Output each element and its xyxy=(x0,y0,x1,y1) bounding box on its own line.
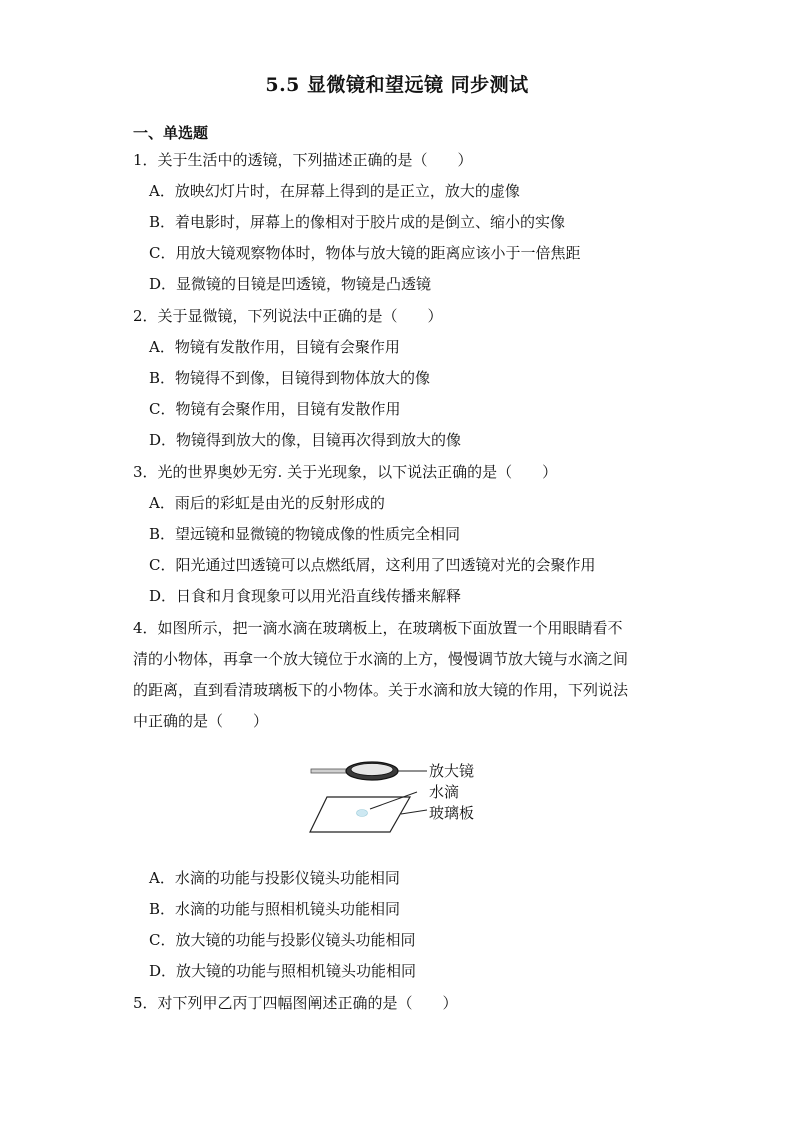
magnifier-lens-glass xyxy=(351,764,393,776)
question-4-option-b: B．水滴的功能与照相机镜头功能相同 xyxy=(149,900,401,918)
question-2-option-a: A．物镜有发散作用，目镜有会聚作用 xyxy=(149,338,400,356)
figure-label-water-drop: 水滴 xyxy=(429,783,460,801)
question-2-option-b: B．物镜得不到像，目镜得到物体放大的像 xyxy=(149,369,431,387)
question-1-option-b: B．着电影时，屏幕上的像相对于胶片成的是倒立、缩小的实像 xyxy=(149,213,566,231)
question-4-option-a: A．水滴的功能与投影仪镜头功能相同 xyxy=(149,869,400,887)
question-4-option-c: C．放大镜的功能与投影仪镜头功能相同 xyxy=(149,931,416,949)
page-title: 5.5 显微镜和望远镜 同步测试 xyxy=(265,74,529,96)
question-3-option-b: B．望远镜和显微镜的物镜成像的性质完全相同 xyxy=(149,525,461,543)
question-2-option-d: D．物镜得到放大的像，目镜再次得到放大的像 xyxy=(149,431,462,449)
question-3-option-a: A．雨后的彩虹是由光的反射形成的 xyxy=(149,494,385,512)
question-1-option-a: A．放映幻灯片时，在屏幕上得到的是正立，放大的虚像 xyxy=(149,182,520,200)
figure-label-magnifier: 放大镜 xyxy=(429,762,475,780)
figure-label-glass-plate: 玻璃板 xyxy=(429,804,475,822)
question-4-stem-line-2: 清的小物体，再拿一个放大镜位于水滴的上方，慢慢调节放大镜与水滴之间 xyxy=(133,650,629,668)
question-1-option-c: C．用放大镜观察物体时，物体与放大镜的距离应该小于一倍焦距 xyxy=(149,244,581,262)
question-4-stem-line-1: 4．如图所示，把一滴水滴在玻璃板上，在玻璃板下面放置一个用眼睛看不 xyxy=(133,619,623,637)
question-5-stem: 5．对下列甲乙丙丁四幅图阐述正确的是（ ） xyxy=(133,994,458,1012)
question-3-option-d: D．日食和月食现象可以用光沿直线传播来解释 xyxy=(149,587,462,605)
section-heading: 一、单选题 xyxy=(133,124,209,142)
question-4-option-d: D．放大镜的功能与照相机镜头功能相同 xyxy=(149,962,417,980)
question-2-stem: 2．关于显微镜，下列说法中正确的是（ ） xyxy=(133,307,443,325)
question-1-stem: 1．关于生活中的透镜，下列描述正确的是（ ） xyxy=(133,151,473,169)
question-4-stem-line-3: 的距离，直到看清玻璃板下的小物体。关于水滴和放大镜的作用，下列说法 xyxy=(133,681,629,699)
question-4-stem-line-4: 中正确的是（ ） xyxy=(133,712,269,730)
leader-line-glass-plate xyxy=(401,810,427,814)
question-3-stem: 3．光的世界奥妙无穷. 关于光现象，以下说法正确的是（ ） xyxy=(133,463,558,481)
question-1-option-d: D．显微镜的目镜是凹透镜，物镜是凸透镜 xyxy=(149,275,432,293)
question-3-option-c: C．阳光通过凹透镜可以点燃纸屑，这利用了凹透镜对光的会聚作用 xyxy=(149,556,596,574)
magnifier-handle xyxy=(311,769,349,773)
water-drop xyxy=(357,810,368,817)
question-2-option-c: C．物镜有会聚作用，目镜有发散作用 xyxy=(149,400,401,418)
magnifier-water-drop-figure xyxy=(305,752,495,842)
